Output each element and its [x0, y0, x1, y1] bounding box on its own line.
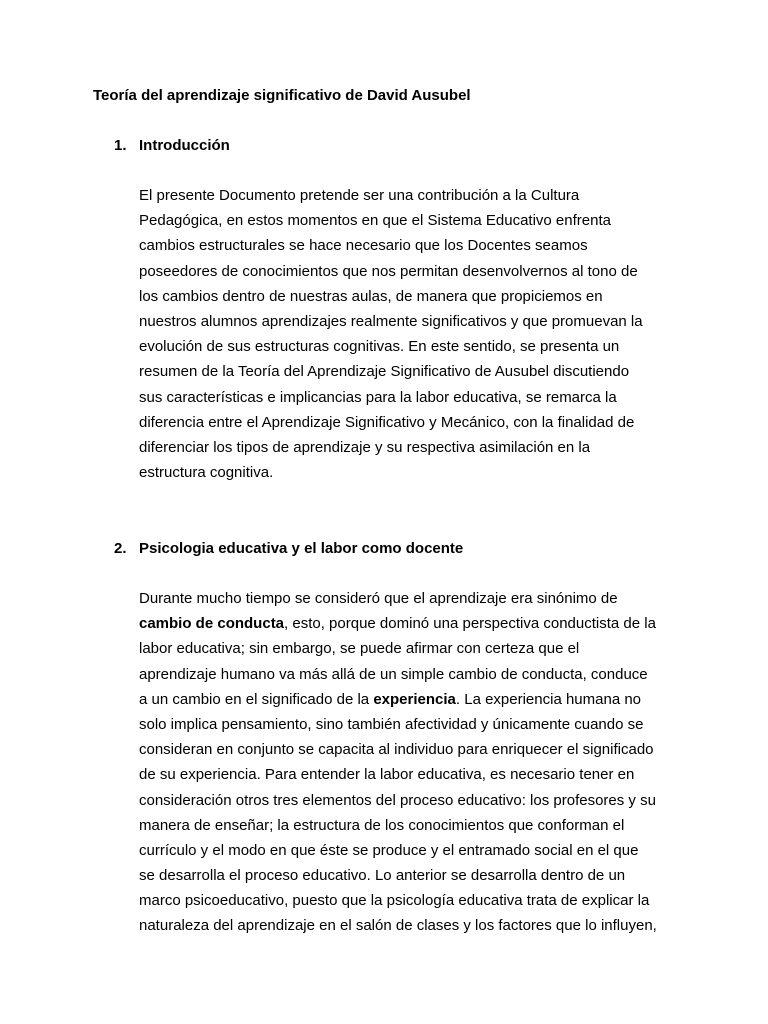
- paragraph-line: solo implica pensamiento, sino también afectividad y únicamente cuando se: [139, 715, 644, 733]
- line-text: a un cambio en el significado de la: [139, 690, 374, 708]
- paragraph-line: naturaleza del aprendizaje en el salón de clases y los factores que lo influyen,: [139, 917, 657, 935]
- paragraph-line: los cambios dentro de nuestras aulas, de manera que propiciemos en: [139, 287, 603, 305]
- section-heading-psicologia-educativa: [114, 539, 463, 559]
- paragraph-line: estructura cognitiva.: [139, 464, 274, 482]
- document-title: Teoría del aprendizaje significativo de David Ausubel: [93, 87, 471, 104]
- paragraph-line: [139, 611, 684, 636]
- paragraph-line: cambios estructurales se hace necesario que los Docentes seamos: [139, 237, 588, 255]
- section-title: Introducción: [139, 137, 230, 154]
- paragraph-line: nuestros alumnos aprendizajes realmente significativos y que promuevan la: [139, 312, 643, 330]
- paragraph-line: evolución de sus estructuras cognitivas. En este sentido, se presenta un: [139, 338, 620, 356]
- paragraph-line: de su experiencia. Para entender la labor educativa, es necesario tener en: [139, 766, 635, 784]
- paragraph-line: Durante mucho tiempo se consideró que el aprendizaje era sinónimo de: [139, 590, 618, 607]
- introduction-paragraph: [139, 183, 684, 485]
- paragraph-line: sus características e implicancias para la labor educativa, se remarca la: [139, 388, 617, 406]
- paragraph-line: currículo y el modo en que éste se produce y el entramado social en el que: [139, 841, 639, 859]
- psicologia-paragraph: [139, 586, 684, 939]
- paragraph-line: El presente Documento pretende ser una contribución a la Cultura: [139, 187, 580, 204]
- paragraph-line: diferencia entre el Aprendizaje Significativo y Mecánico, con la finalidad de: [139, 413, 635, 431]
- section-title: Psicologia educativa y el labor como docente: [139, 540, 464, 557]
- paragraph-line: consideran en conjunto se capacita al individuo para enriquecer el significado: [139, 741, 654, 759]
- section-number: 2.: [114, 540, 127, 557]
- bold-term-cambio-de-conducta: cambio de conducta: [139, 615, 285, 633]
- paragraph-line: aprendizaje humano va más allá de un simple cambio de conducta, conduce: [139, 665, 648, 683]
- paragraph-line: manera de enseñar; la estructura de los conocimientos que conforman el: [139, 816, 625, 834]
- paragraph-line: poseedores de conocimientos que nos permitan desenvolvernos al tono de: [139, 262, 638, 280]
- bold-term-experiencia: experiencia: [373, 690, 456, 708]
- paragraph-line: consideración otros tres elementos del proceso educativo: los profesores y su: [139, 791, 656, 809]
- paragraph-line: diferenciar los tipos de aprendizaje y su respectiva asimilación en la: [139, 438, 591, 456]
- section-number: 1.: [114, 137, 127, 154]
- paragraph-line: resumen de la Teoría del Aprendizaje Significativo de Ausubel discutiendo: [139, 363, 630, 381]
- paragraph-line: Pedagógica, en estos momentos en que el Sistema Educativo enfrenta: [139, 212, 611, 230]
- paragraph-line: [139, 687, 684, 712]
- paragraph-line: se desarrolla el proceso educativo. Lo anterior se desarrolla dentro de un: [139, 867, 626, 885]
- section-heading-introduccion: [114, 136, 230, 156]
- paragraph-line: labor educativa; sin embargo, se puede afirmar con certeza que el: [139, 640, 580, 658]
- line-text: , esto, porque dominó una perspectiva conductista de la: [284, 615, 656, 633]
- line-text: . La experiencia humana no: [455, 690, 642, 708]
- paragraph-line: marco psicoeducativo, puesto que la psicología educativa trata de explicar la: [139, 892, 650, 910]
